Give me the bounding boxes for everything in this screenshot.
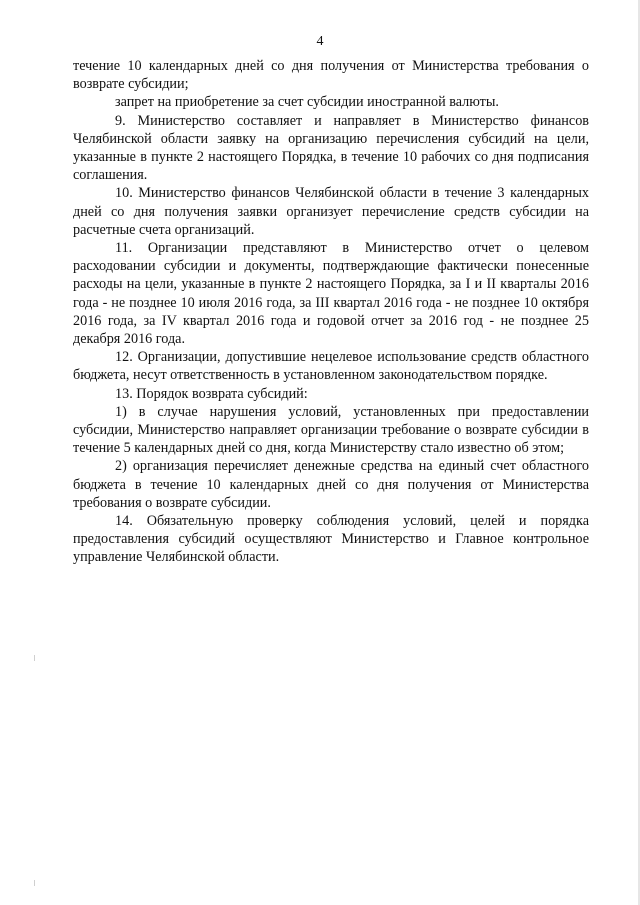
page-number: 4 xyxy=(316,34,324,49)
paragraph-item-13: 13. Порядок возврата субсидий: xyxy=(115,385,308,402)
paragraph-item-14: 14. Обязательную проверку соблюдения условий, целей и порядка предоставления субсидий осуществляют Министерство и Главное контрольное управление Челябинской области. xyxy=(73,513,589,566)
paragraph-item-12: 12. Организации, допустившие нецелевое использование средств областного бюджета, несут ответственность в установленном законодательством порядке. xyxy=(73,349,589,384)
paragraph-currency-ban: запрет на приобретение за счет субсидии иностранной валюты. xyxy=(115,94,499,111)
scan-speck xyxy=(34,880,35,886)
paragraph-item-13-1: 1) в случае нарушения условий, установленных при предоставлении субсидии, Министерство направляет организации требование о возврате субсидии в течение 5 календарных дней со дня, когда Министерству стало известно об этом; xyxy=(73,403,589,457)
paragraph-continuation: течение 10 календарных дней со дня получения от Министерства требования о возврате субсидии; xyxy=(73,58,589,93)
paragraph-item-13-2: 2) организация перечисляет денежные средства на единый счет областного бюджета в течение 10 календарных дней со дня получения от Министерства требования о возврате субсидии. xyxy=(73,458,589,511)
paragraph-item-10: 10. Министерство финансов Челябинской области в течение 3 календарных дней со дня получения заявки организует перечисление средств субсидии на расчетные счета организаций. xyxy=(73,185,589,238)
document-body xyxy=(73,57,589,567)
paragraph-item-11: 11. Организации представляют в Министерство отчет о целевом расходовании субсидии и документы, подтверждающие фактически понесенные расходы на цели, указанные в пункте 2 настоящего Порядка, за I и II кварталы 2016 года - не позднее 10 июля 2016 года, за III квартал 2016 года - не позднее 10 октября 2016 года, за IV квартал 2016 года и годовой отчет за 2016 год - не позднее 25 декабря 2016 года. xyxy=(73,240,589,348)
paragraph-item-9: 9. Министерство составляет и направляет в Министерство финансов Челябинской области заявку на организацию перечисления субсидий на цели, указанные в пункте 2 настоящего Порядка, в течение 10 рабочих со дня подписания соглашения. xyxy=(73,112,589,184)
scan-speck xyxy=(34,655,35,661)
